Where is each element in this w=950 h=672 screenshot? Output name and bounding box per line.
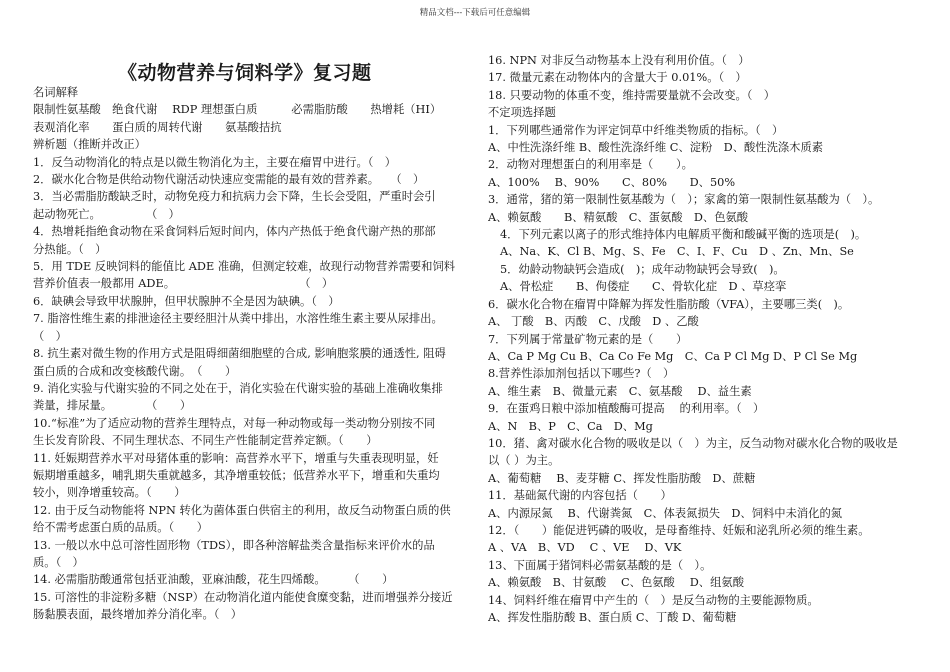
text-line: A、Ca P Mg Cu B、Ca Co Fe Mg C、Ca P Cl Mg D、P Cl Se Mg bbox=[488, 349, 858, 363]
text-line: 14、饲料纤维在瘤胃中产生的（ ）是反刍动物的主要能源物质。 bbox=[488, 593, 819, 607]
text-line: 4．热增耗指绝食动物在采食饲料后短时间内，体内产热低于绝食代谢产热的那部 bbox=[33, 225, 436, 239]
text-line: A、内源尿氮 B、代谢粪氮 C、体表氮损失 D、饲料中未消化的氮 bbox=[488, 506, 843, 520]
text-line: 7. 脂溶性维生素的排泄途径主要经胆汁从粪中排出，水溶性维生素主要从尿排出。 bbox=[33, 312, 443, 326]
text-line: 13. 一般以水中总可溶性固形物（TDS），即各种溶解盐类含量指标来评价水的品 bbox=[33, 538, 435, 552]
text-line: 5．用 TDE 反映饲料的能值比 ADE 准确，但测定较难，故现行动物营养需要和饲料 bbox=[33, 260, 456, 274]
text-line: 辨析题（推断并改正） bbox=[33, 138, 146, 152]
text-line: 蛋白质的合成和改变核酸代谢。 （ ） bbox=[33, 364, 237, 378]
text-line: 9. 消化实验与代谢实验的不同之处在于，消化实验在代谢实验的基础上准确收集排 bbox=[33, 381, 443, 395]
text-line: 给不需考虑蛋白质的品质。（ ） bbox=[33, 521, 209, 535]
text-line: A、葡萄糖 B、麦芽糖 C、挥发性脂肪酸 D、蔗糖 bbox=[488, 471, 756, 485]
text-line: 11．基础氮代谢的内容包括（ ） bbox=[488, 489, 672, 503]
text-line: 分热能。（ ） bbox=[33, 242, 107, 256]
text-line: 4．下列元素以离子的形式维持体内电解质平衡和酸碱平衡的选项是( )。 bbox=[500, 228, 867, 242]
text-line: 15. 可溶性的非淀粉多糖（NSP）在动物消化道内能使食糜变黏，进而增强养分接近 bbox=[33, 590, 453, 604]
text-line: 起动物死亡。 （ ） bbox=[33, 207, 180, 221]
text-line: 8.营养性添加剂包括以下哪些?（ ） bbox=[488, 367, 675, 381]
document-title: 《动物营养与饲料学》复习题 bbox=[118, 62, 372, 84]
text-line: 肠黏膜表面，最终增加养分消化率。（ ） bbox=[33, 608, 242, 622]
left-column bbox=[33, 84, 465, 624]
text-line: 娠期增重越多，哺乳期失重就越多，其净增重较低；低营养水平下，增重和失重均 bbox=[33, 468, 440, 482]
text-line: 16. NPN 对非反刍动物基本上没有利用价值。（ ） bbox=[488, 54, 750, 67]
page-header: 精品文档---下载后可任意编辑 bbox=[419, 8, 531, 18]
text-line: A、骨松症 B、佝偻症 C、骨软化症 D 、草痉挛 bbox=[500, 280, 787, 294]
text-line: 6．缺碘会导致甲状腺肿，但甲状腺肿不全是因为缺碘。（ ） bbox=[33, 294, 340, 308]
text-line: 生长发育阶段、不同生理状态、不同生产性能制定营养定额。（ ） bbox=[33, 434, 378, 448]
text-line: 9．在蛋鸡日粮中添加植酸酶可提高 的利用率。（ ） bbox=[488, 402, 765, 416]
text-line: A、 丁酸 B、丙酸 C、戊酸 D 、乙酸 bbox=[488, 315, 699, 329]
text-line: A、赖氨酸 B、甘氨酸 C、色氨酸 D、组氨酸 bbox=[488, 576, 744, 590]
text-line: 2．碳水化合物是供给动物代谢活动快速应变需能的最有效的营养素。 （ ） bbox=[33, 173, 425, 187]
text-line: A、中性洗涤纤维 B、酸性洗涤纤维 C、淀粉 D、酸性洗涤木质素 bbox=[488, 141, 824, 155]
text-line: 较小，则净增重较高。（ ） bbox=[33, 486, 186, 500]
text-line: 3．通常，猪的第一限制性氨基酸为（ ）；家禽的第一限制性氨基酸为（ ）。 bbox=[488, 193, 880, 207]
text-line: 不定项选择题 bbox=[488, 106, 556, 120]
text-line: 12. 由于反刍动物能将 NPN 转化为菌体蛋白供宿主的利用，故反刍动物蛋白质的供 bbox=[33, 503, 451, 517]
text-line: 11. 妊娠期营养水平对母猪体重的影响：高营养水平下，增重与失重表现明显，妊 bbox=[33, 451, 439, 465]
text-line: 13、下面属于猪饲料必需氨基酸的是（ ）。 bbox=[488, 558, 712, 572]
text-line: 名词解释 bbox=[33, 86, 79, 99]
text-line: 10.“标准”为了适应动物的营养生理特点，对每一种动物或每一类动物分别按不同 bbox=[33, 416, 436, 430]
text-line: 18. 只要动物的体重不变，维持需要量就不会改变。（ ） bbox=[488, 88, 776, 102]
text-line: 限制性氨基酸 绝食代谢 RDP 理想蛋白质 必需脂肪酸 热增耗（HI） bbox=[33, 103, 442, 117]
text-line: 1．反刍动物消化的特点是以微生物消化为主，主要在瘤胃中进行。（ ） bbox=[33, 155, 397, 169]
text-line: A、Na、K、Cl B、Mg、S、Fe C、I、F、Cu D 、Zn、Mn、Se bbox=[500, 245, 854, 259]
text-line: （ ） bbox=[33, 329, 67, 343]
text-line: A 、VA B、VD C 、VE D、VK bbox=[488, 541, 682, 555]
text-line: 8. 抗生素对微生物的作用方式是阻碍细菌细胞壁的合成, 影响胞浆膜的通透性, 阻碍 bbox=[33, 347, 446, 361]
text-line: A、挥发性脂肪酸 B、蛋白质 C、丁酸 D、葡萄糖 bbox=[488, 611, 737, 624]
text-line: 2．动物对理想蛋白的利用率是（ ）。 bbox=[488, 158, 693, 172]
right-column bbox=[488, 52, 926, 626]
text-line: 粪量，排尿量。 （ ） bbox=[33, 399, 192, 413]
text-line: 营养价值表一般都用 ADE。 （ ） bbox=[33, 277, 334, 291]
text-line: A、维生素 B、微量元素 C、氨基酸 D、益生素 bbox=[488, 384, 752, 398]
text-line: 5．幼龄动物缺钙会造成( )；成年动物缺钙会导致( )。 bbox=[500, 262, 785, 276]
text-line: 3．当必需脂肪酸缺乏时，动物免疫力和抗病力会下降，生长会受阻，严重时会引 bbox=[33, 190, 436, 204]
text-line: 17. 微量元素在动物体内的含量大于 0.01%。（ ） bbox=[488, 71, 747, 85]
text-line: 表观消化率 蛋白质的周转代谢 氨基酸拮抗 bbox=[33, 120, 282, 134]
text-line: 14. 必需脂肪酸通常包括亚油酸，亚麻油酸，花生四烯酸。 （ ） bbox=[33, 573, 394, 587]
text-line: 质。（ ） bbox=[33, 555, 84, 569]
text-line: 以（ ）为主。 bbox=[488, 454, 560, 468]
text-line: A、N B、P C、Ca D、Mg bbox=[488, 419, 653, 433]
text-line: A、赖氨酸 B、精氨酸 C、蛋氨酸 D、色氨酸 bbox=[488, 210, 749, 224]
text-line: 7．下列属于常量矿物元素的是（ ） bbox=[488, 332, 688, 346]
text-line: 6．碳水化合物在瘤胃中降解为挥发性脂肪酸（VFA），主要哪三类( )。 bbox=[488, 297, 850, 311]
text-line: 1．下列哪些通常作为评定饲草中纤维类物质的指标。（ ） bbox=[488, 123, 784, 137]
text-line: 12．（ ）能促进钙磷的吸收，是母畜维持、妊娠和泌乳所必须的维生素。 bbox=[488, 523, 870, 537]
text-line: 10．猪、禽对碳水化合物的吸收是以（ ）为主，反刍动物对碳水化合物的吸收是 bbox=[488, 436, 898, 450]
text-line: A、100% B、90% C、80% D、50% bbox=[488, 175, 736, 189]
